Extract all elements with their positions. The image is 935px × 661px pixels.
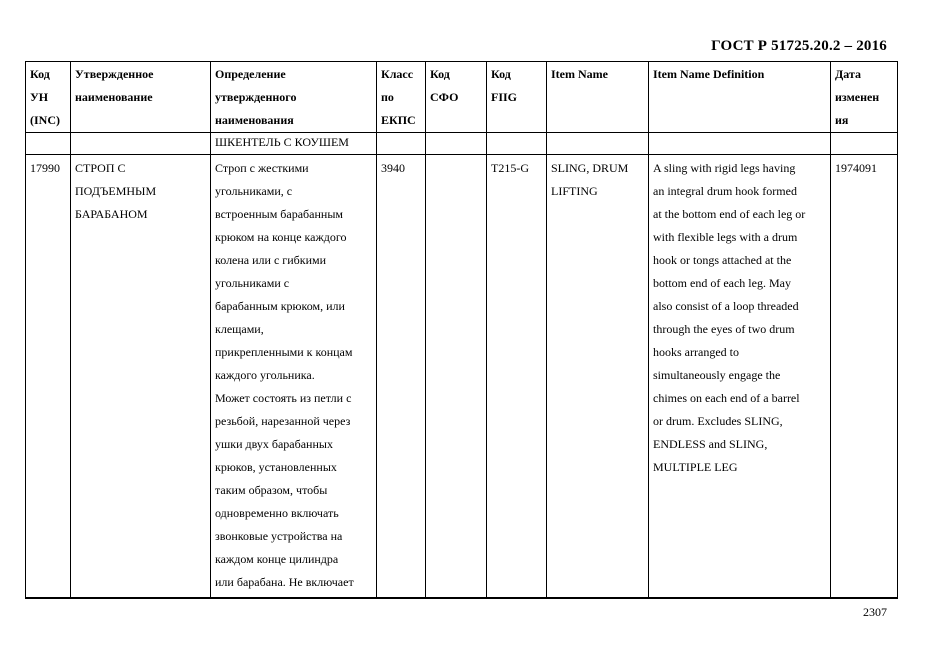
cell-empty: [487, 133, 547, 155]
header-approved-name: Утвержденное наименование: [71, 62, 211, 133]
header-ekps-class: Класс по ЕКПС: [377, 62, 426, 133]
header-item-name: Item Name: [547, 62, 649, 133]
cell-empty: [426, 133, 487, 155]
document-title: ГОСТ Р 51725.20.2 – 2016: [711, 38, 887, 54]
cell-item-name-definition: A sling with rigid legs having an integral drum hook formed at the bottom end of each leg or with flexible legs with a drum hook or tongs attached at the bottom end of each leg. May also consist of a loop threaded through the eyes of two drum hooks arranged to simultaneously engage the chimes on each end of a barrel or drum. Excludes SLING, ENDLESS and SLING, MULTIPLE LEG: [649, 155, 831, 599]
cell-empty: [547, 133, 649, 155]
continuation-row: [26, 133, 898, 155]
cell-approved-name: СТРОП С ПОДЪЕМНЫМ БАРАБАНОМ: [71, 155, 211, 599]
cell-fiig-code: T215-G: [487, 155, 547, 599]
header-change-date: Дата изменен ия: [831, 62, 898, 133]
nomenclature-table: [25, 61, 898, 599]
cell-definition-continuation: ШКЕНТЕЛЬ С КОУШЕМ: [211, 133, 377, 155]
header-definition-ru: Определение утвержденного наименования: [211, 62, 377, 133]
cell-definition-ru: Строп с жесткими угольниками, с встроенным барабанным крюком на конце каждого колена или с гибкими угольниками с барабанным крюком, или клещами, прикрепленными к концам каждого угольника. Может состоять из петли с резьбой, нарезанной через ушки двух барабанных крюков, установленных таким образом, чтобы одновременно включать звонковые устройства на каждом конце цилиндра или барабана. Не включает: [211, 155, 377, 599]
cell-ekps-class: 3940: [377, 155, 426, 599]
table-header-row: [26, 62, 898, 133]
cell-change-date: 1974091: [831, 155, 898, 599]
cell-empty: [377, 133, 426, 155]
table-row: [26, 155, 898, 599]
header-item-name-definition: Item Name Definition: [649, 62, 831, 133]
cell-empty: [26, 133, 71, 155]
cell-empty: [649, 133, 831, 155]
header-sfo-code: Код СФО: [426, 62, 487, 133]
header-inc: Код УН (INC): [26, 62, 71, 133]
cell-empty: [71, 133, 211, 155]
header-fiig-code: Код FIIG: [487, 62, 547, 133]
cell-inc: 17990: [26, 155, 71, 599]
cell-sfo-code: [426, 155, 487, 599]
cell-item-name: SLING, DRUM LIFTING: [547, 155, 649, 599]
page-number: 2307: [863, 605, 887, 619]
cell-empty: [831, 133, 898, 155]
